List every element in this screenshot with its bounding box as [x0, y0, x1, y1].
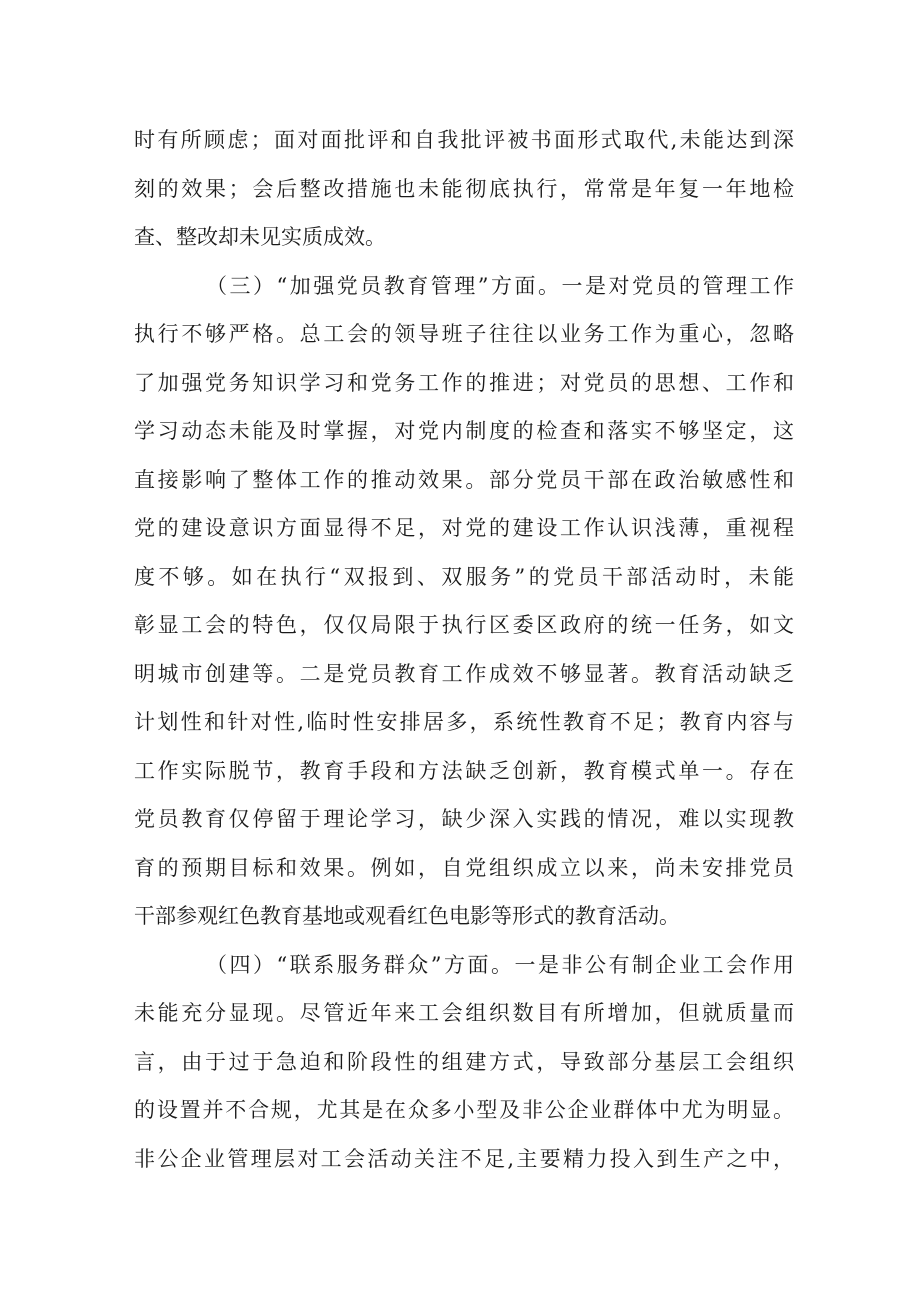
text-line: 彰显工会的特色，仅仅局限于执行区委区政府的统一任务，如文 [134, 613, 794, 637]
text-line: 党的建设意识方面显得不足，对党的建设工作认识浅薄，重视程 [134, 516, 794, 540]
text-line: 执行不够严格。总工会的领导班子往往以业务工作为重心，忽略 [134, 322, 794, 346]
text-line: 计划性和针对性,临时性安排居多，系统性教育不足；教育内容与 [134, 710, 794, 734]
text-line: 度不够。如在执行“双报到、双服务”的党员干部活动时，未能 [134, 564, 794, 589]
text-line: 党员教育仅停留于理论学习，缺少深入实践的情况，难以实现教 [134, 807, 794, 831]
text-line: 非公企业管理层对工会活动关注不足,主要精力投入到生产之中， [134, 1146, 794, 1171]
text-line: 干部参观红色教育基地或观看红色电影等形式的教育活动。 [134, 904, 680, 928]
text-line: 了加强党务知识学习和党务工作的推进；对党员的思想、工作和 [134, 370, 794, 395]
text-line: 工作实际脱节，教育手段和方法缺乏创新，教育模式单一。存在 [134, 758, 794, 783]
text-line: 明城市创建等。二是党员教育工作成效不够显著。教育活动缺乏 [134, 661, 794, 686]
section-heading-line: （三）“加强党员教育管理”方面。一是对党员的管理工作 [206, 273, 794, 298]
document-body [134, 116, 794, 1183]
text-line: 查、整改却未见实质成效。 [134, 225, 386, 249]
text-line: 的设置并不合规，尤其是在众多小型及非公企业群体中尤为明显。 [134, 1098, 794, 1122]
text-line: 言，由于过于急迫和阶段性的组建方式，导致部分基层工会组织 [134, 1049, 794, 1074]
section-heading-line: （四）“联系服务群众”方面。一是非公有制企业工会作用 [206, 952, 794, 977]
text-line: 育的预期目标和效果。例如，自党组织成立以来，尚未安排党员 [134, 855, 794, 880]
text-line: 未能充分显现。尽管近年来工会组织数目有所增加，但就质量而 [134, 1001, 794, 1025]
text-line: 时有所顾虑；面对面批评和自我批评被书面形式取代,未能达到深 [134, 128, 794, 152]
text-line: 学习动态未能及时掌握，对党内制度的检查和落实不够坚定，这 [134, 419, 794, 443]
text-line: 刻的效果；会后整改措施也未能彻底执行，常常是年复一年地检 [134, 176, 794, 201]
text-line: 直接影响了整体工作的推动效果。部分党员干部在政治敏感性和 [134, 467, 794, 492]
